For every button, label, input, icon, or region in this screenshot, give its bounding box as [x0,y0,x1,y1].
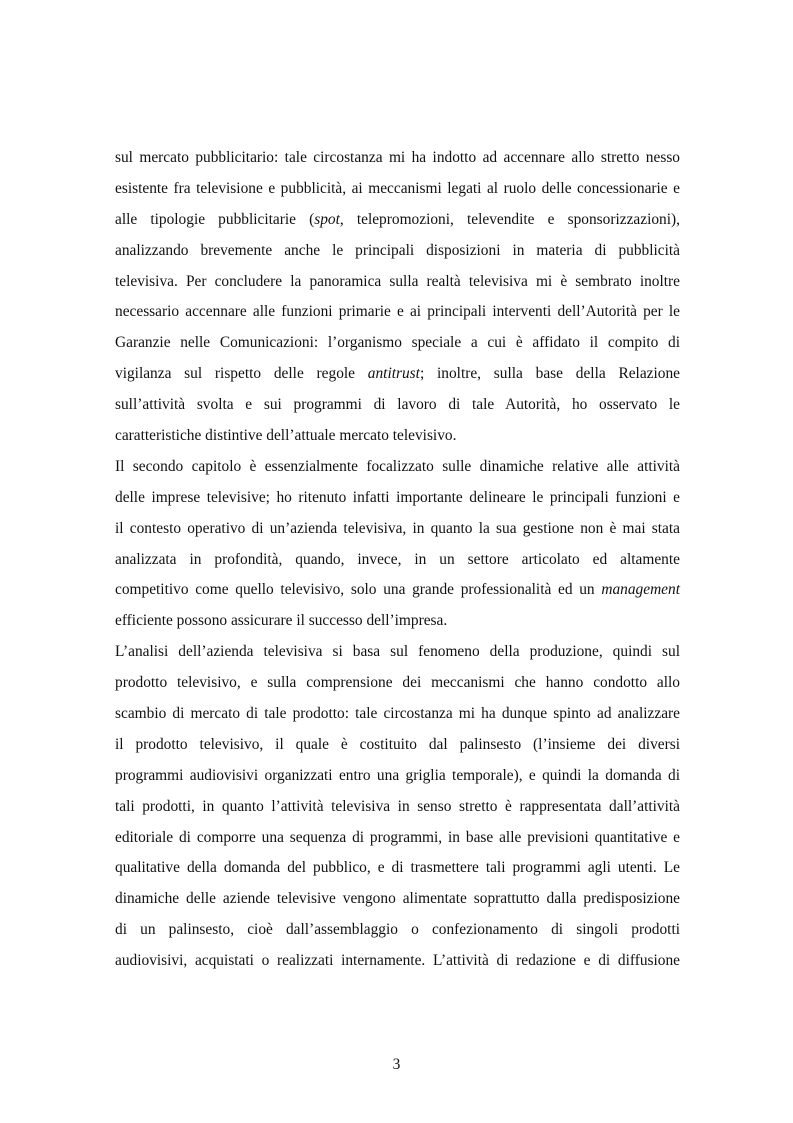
text-line [115,792,680,823]
text-run: audiovisivi, acquistati o realizzati internamente. L’attività di redazione e di diffusione [115,952,680,970]
text-line [115,853,680,884]
text-run: Garanzie nelle Comunicazioni: l’organismo speciale a cui è affidato il compito di [115,334,680,352]
paragraph [115,452,680,637]
text-line [115,483,680,514]
text-run: necessario accennare alle funzioni primarie e ai principali interventi dell’Autorità per le [115,303,680,321]
text-line [115,637,680,668]
text-run: editoriale di comporre una sequenza di programmi, in base alle previsioni quantitative e [115,828,680,846]
text-line [115,915,680,946]
text-run: sull’attività svolta e sui programmi di lavoro di tale Autorità, ho osservato le [115,396,680,414]
text-run: ; inoltre, sulla base della Relazione [419,365,680,383]
text-line [115,514,680,545]
text-run: L’analisi dell’azienda televisiva si basa sul fenomeno della produzione, quindi sul [115,643,680,661]
text-run: qualitative della domanda del pubblico, e di trasmettere tali programmi agli utenti. Le [115,859,680,877]
text-line [115,174,680,205]
text-run: competitivo come quello televisivo, solo una grande professionalità ed un [115,581,602,599]
text-line [115,575,680,606]
text-run: analizzata in profondità, quando, invece, in un settore articolato ed altamente [115,550,680,568]
text-run: efficiente possono assicurare il successo dell’impresa. [115,612,448,630]
text-run: caratteristiche distintive dell’attuale mercato televisivo. [115,427,457,445]
text-line [115,236,680,267]
text-run: Il secondo capitolo è essenzialmente focalizzato sulle dinamiche relative alle attività [115,457,680,475]
text-line [115,884,680,915]
text-run: di un palinsesto, cioè dall’assemblaggio o confezionamento di singoli prodotti [115,921,680,939]
text-line [115,946,680,977]
text-run: il prodotto televisivo, il quale è costituito dal palinsesto (l’insieme dei diversi [115,735,680,753]
paragraph [115,143,680,452]
text-line [115,668,680,699]
text-line [115,761,680,792]
text-line [115,143,680,174]
text-run: scambio di mercato di tale prodotto: tale circostanza mi ha dunque spinto ad analizzare [115,705,680,723]
italic-term: antitrust [367,365,420,383]
text-run: vigilanza sul rispetto delle regole [115,365,368,383]
text-run: , telepromozioni, televendite e sponsorizzazioni), [339,210,680,228]
text-line [115,421,680,452]
text-run: dinamiche delle aziende televisive vengono alimentate soprattutto dalla predisposizione [115,890,680,908]
text-line [115,823,680,854]
paragraph [115,637,680,977]
text-run: tali prodotti, in quanto l’attività televisiva in senso stretto è rappresentata dall’attività [115,797,680,815]
text-line [115,452,680,483]
text-run: il contesto operativo di un’azienda televisiva, in quanto la sua gestione non è mai stata [115,519,680,537]
text-line [115,359,680,390]
text-line [115,205,680,236]
text-run: programmi audiovisivi organizzati entro una griglia temporale), e quindi la domanda di [115,766,680,784]
text-run: analizzando brevemente anche le principali disposizioni in materia di pubblicità [115,241,680,259]
text-line [115,545,680,576]
text-run: sul mercato pubblicitario: tale circostanza mi ha indotto ad accennare allo stretto nesso [115,149,680,166]
text-line [115,606,680,637]
text-run: televisiva. Per concludere la panoramica sulla realtà televisiva mi è sembrato inoltre [115,272,680,290]
text-line [115,699,680,730]
text-run: prodotto televisivo, e sulla comprensione dei meccanismi che hanno condotto allo [115,674,680,692]
text-run: esistente fra televisione e pubblicità, ai meccanismi legati al ruolo delle concessionarie e [115,179,680,197]
text-line [115,328,680,359]
page-body [115,143,680,977]
text-line [115,297,680,328]
text-run: alle tipologie pubblicitarie ( [115,210,315,228]
text-line [115,390,680,421]
italic-term: spot [314,210,340,228]
text-line [115,267,680,298]
text-line [115,730,680,761]
italic-term: management [601,581,680,599]
text-run: delle imprese televisive; ho ritenuto infatti importante delineare le principali funzioni e [115,488,680,506]
page-number: 3 [392,1056,401,1073]
